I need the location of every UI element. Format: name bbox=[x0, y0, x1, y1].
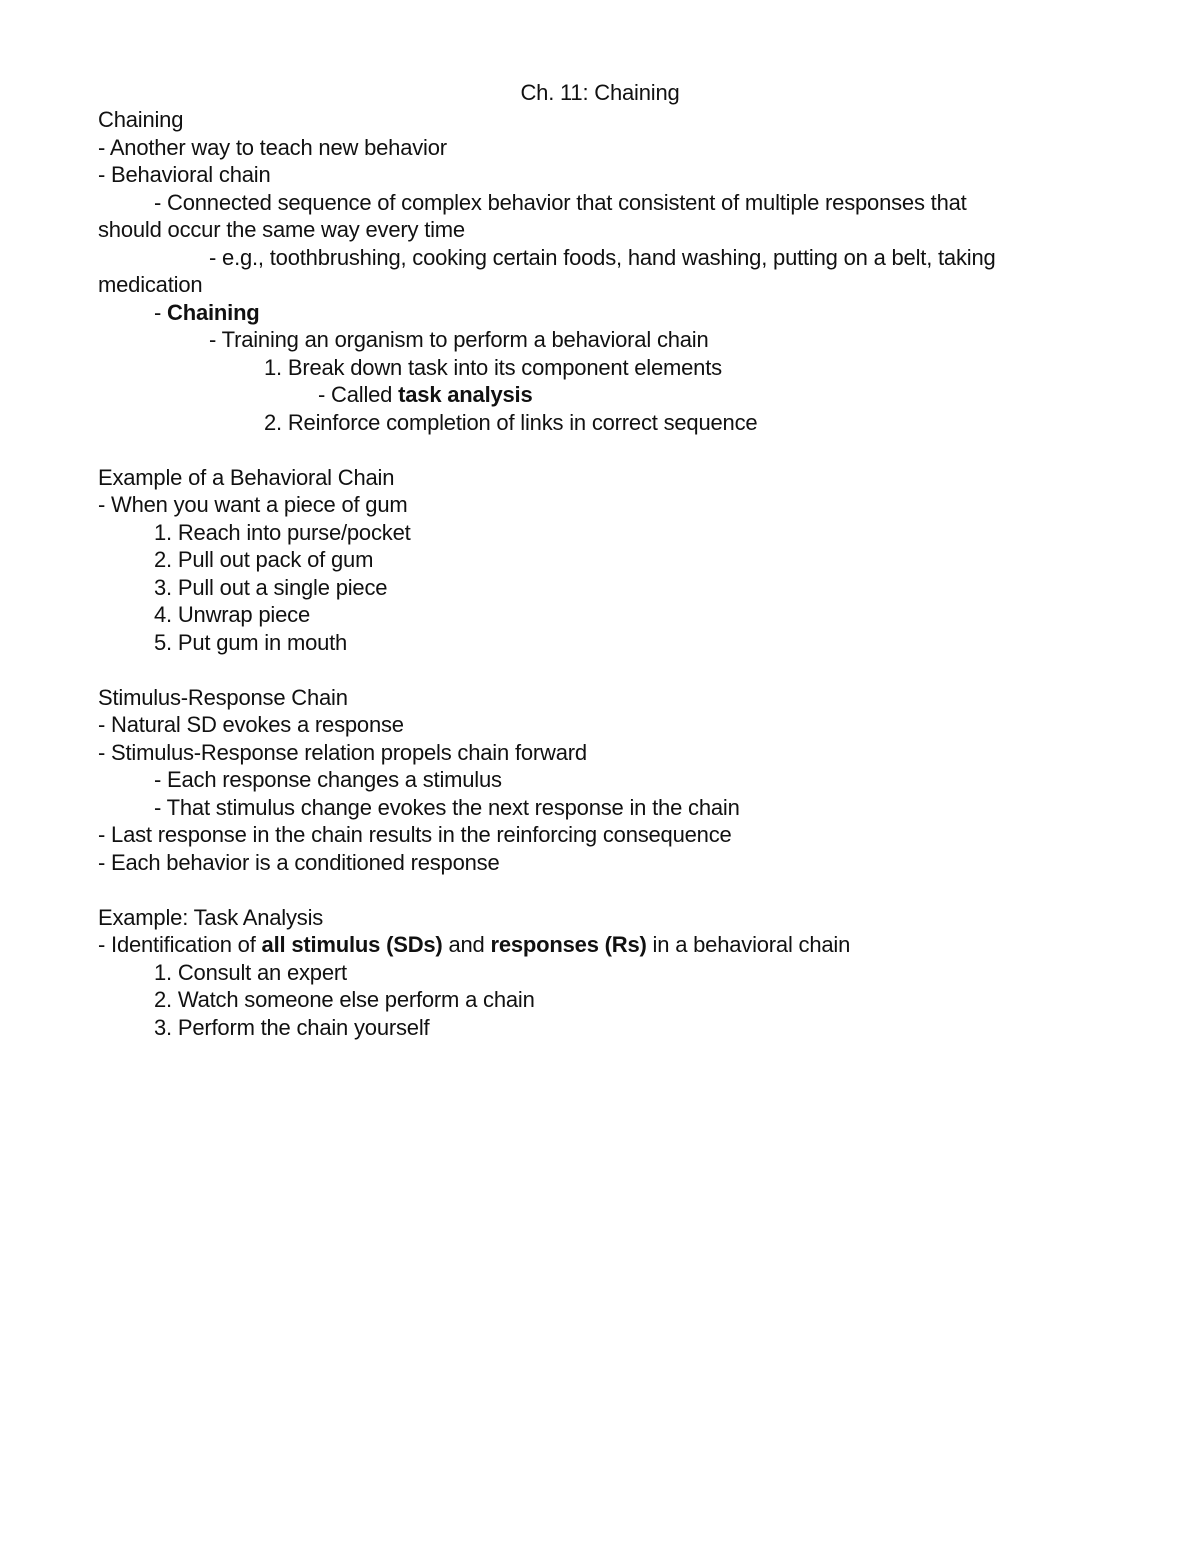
bullet-line: - Last response in the chain results in the reinforcing consequence bbox=[98, 822, 732, 847]
bullet-line-identification bbox=[98, 931, 1098, 959]
numbered-item: 2. Pull out pack of gum bbox=[154, 547, 374, 572]
section-heading-chaining: Chaining bbox=[98, 107, 184, 132]
numbered-item: 1. Consult an expert bbox=[154, 959, 347, 985]
text-run: - Identification of bbox=[98, 932, 262, 957]
bold-term: responses (Rs) bbox=[490, 932, 647, 957]
numbered-item: 1. Break down task into its component elements bbox=[264, 354, 722, 380]
bullet-prefix: - bbox=[154, 299, 168, 325]
bullet-line-task-analysis bbox=[98, 381, 1098, 409]
bullet-line: - Connected sequence of complex behavior that consistent of multiple responses that bbox=[154, 189, 967, 215]
numbered-item: 3. Pull out a single piece bbox=[154, 574, 388, 600]
bullet-line: - Natural SD evokes a response bbox=[98, 712, 404, 737]
blank-line bbox=[98, 656, 1098, 684]
numbered-item: 1. Reach into purse/pocket bbox=[154, 519, 411, 545]
numbered-item: 5. Put gum in mouth bbox=[154, 629, 348, 655]
bullet-line: - Stimulus-Response relation propels chain forward bbox=[98, 739, 587, 765]
bullet-line: - That stimulus change evokes the next response in the chain bbox=[154, 794, 740, 820]
bullet-line: - Another way to teach new behavior bbox=[98, 134, 447, 160]
bullet-line-continuation: medication bbox=[98, 272, 203, 297]
blank-line bbox=[98, 876, 1098, 904]
section-heading-example-behavioral-chain: Example of a Behavioral Chain bbox=[98, 464, 395, 490]
numbered-item: 2. Reinforce completion of links in correct sequence bbox=[264, 409, 758, 435]
blank-line bbox=[98, 436, 1098, 464]
text-run: in a behavioral chain bbox=[646, 932, 851, 957]
bullet-line: - e.g., toothbrushing, cooking certain foods, hand washing, putting on a belt, taking bbox=[209, 244, 996, 270]
section-heading-stimulus-response-chain: Stimulus-Response Chain bbox=[98, 684, 348, 710]
text-run: and bbox=[442, 932, 491, 957]
page-title: Ch. 11: Chaining bbox=[520, 80, 680, 105]
bullet-line-continuation: should occur the same way every time bbox=[98, 217, 465, 242]
numbered-item: 3. Perform the chain yourself bbox=[154, 1014, 430, 1040]
bullet-line: - Each response changes a stimulus bbox=[154, 767, 502, 792]
bold-term: all stimulus (SDs) bbox=[261, 932, 443, 957]
bold-term: Chaining bbox=[167, 299, 260, 325]
bullet-line: - Training an organism to perform a behavioral chain bbox=[209, 327, 709, 352]
bullet-line: - Each behavior is a conditioned response bbox=[98, 849, 500, 875]
bullet-line: - Behavioral chain bbox=[98, 162, 271, 187]
numbered-item: 2. Watch someone else perform a chain bbox=[154, 987, 535, 1012]
bold-term: task analysis bbox=[398, 382, 533, 407]
section-heading-example-task-analysis: Example: Task Analysis bbox=[98, 904, 324, 930]
bullet-line-chaining-term bbox=[98, 299, 1098, 327]
notes-body bbox=[98, 106, 1098, 1041]
bullet-prefix: - Called bbox=[318, 382, 399, 407]
numbered-item: 4. Unwrap piece bbox=[154, 602, 310, 627]
bullet-line: - When you want a piece of gum bbox=[98, 492, 408, 517]
